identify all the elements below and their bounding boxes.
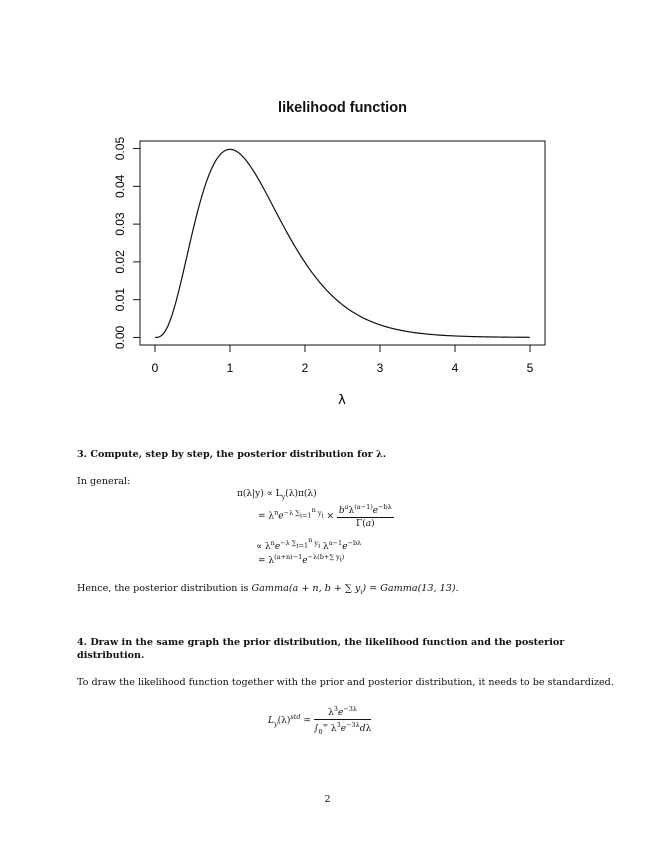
section3-heading: 3. Compute, step by step, the posterior distribution for λ. [77,449,387,460]
section3-conclusion [77,583,459,598]
section4-heading-line2: distribution. [77,650,145,661]
section3-intro: In general: [77,476,131,487]
posterior-line-4: = $\lambda^{(a+n)-1}e^{-\lambda(b+\sum y_i)}$ [258,553,345,566]
page-number: 2 [324,794,331,805]
y-axis [113,137,140,350]
posterior-line-1-lhs: π(λ|y) ∝ L [237,489,282,499]
x-axis [152,345,534,375]
standardized-likelihood-formula: $L_y(\lambda)^{std}$ = $\frac{\lambda^3e^{-3\lambda}}{\int_0^\infty \lambda^3e^{-3\lambda}d\lambda}$ [268,705,372,736]
posterior-line-2: = $\lambda^ne^{-\lambda \sum_{i=1}^n y_i}$ × $\frac{b^a\lambda^{(a-1)}e^{-b\lambda}}{\Gamma(a)}$ [258,503,392,529]
y-tick-label: 0.02 [113,250,127,274]
y-tick-label: 0.01 [113,287,127,312]
x-tick-label: 1 [226,361,234,375]
y-tick-label: 0.00 [113,325,127,350]
posterior-line-3: ∝ $\lambda^ne^{-\lambda \sum_{i=1}^n y_i}$ $\lambda^{a-1}e^{-b\lambda}$ [256,536,362,553]
x-tick-label: 5 [526,361,534,375]
posterior-line-1-rhs: (λ)π(λ) [285,489,317,499]
posterior-line-1 [237,489,317,501]
conclusion-math: Gamma(a + n, b + ∑ y [251,583,361,594]
conclusion-tail: ) = Gamma(13, 13). [362,583,459,594]
x-tick-label: 3 [376,361,384,375]
x-tick-label: 2 [301,361,309,375]
y-tick-label: 0.03 [113,212,127,236]
y-tick-label: 0.05 [113,136,127,161]
x-tick-label: 0 [151,361,159,375]
prior-fraction: $\frac{b^a\lambda^{(a-1)}e^{-b\lambda}}{\Gamma(a)}$ [338,503,392,529]
plot-frame [140,141,545,345]
section4-heading-line1: 4. Draw in the same graph the prior distribution, the likelihood function and the posterior [77,637,565,648]
likelihood-curve [155,149,530,337]
posterior-line-1-sub: y [281,492,286,501]
section4-body: To draw the likelihood function together with the prior and posterior distribution, it needs to be standardized. [77,677,614,688]
conclusion-sub: i [360,587,363,596]
x-axis-label: λ [338,393,346,408]
y-tick-label: 0.04 [113,174,127,199]
standardized-fraction: $\frac{\lambda^3e^{-3\lambda}}{\int_0^\infty \lambda^3e^{-3\lambda}d\lambda}$ [313,705,372,736]
conclusion-prefix: Hence, the posterior distribution is [77,583,252,594]
x-tick-label: 4 [451,361,459,375]
chart-title: likelihood function [278,100,407,116]
